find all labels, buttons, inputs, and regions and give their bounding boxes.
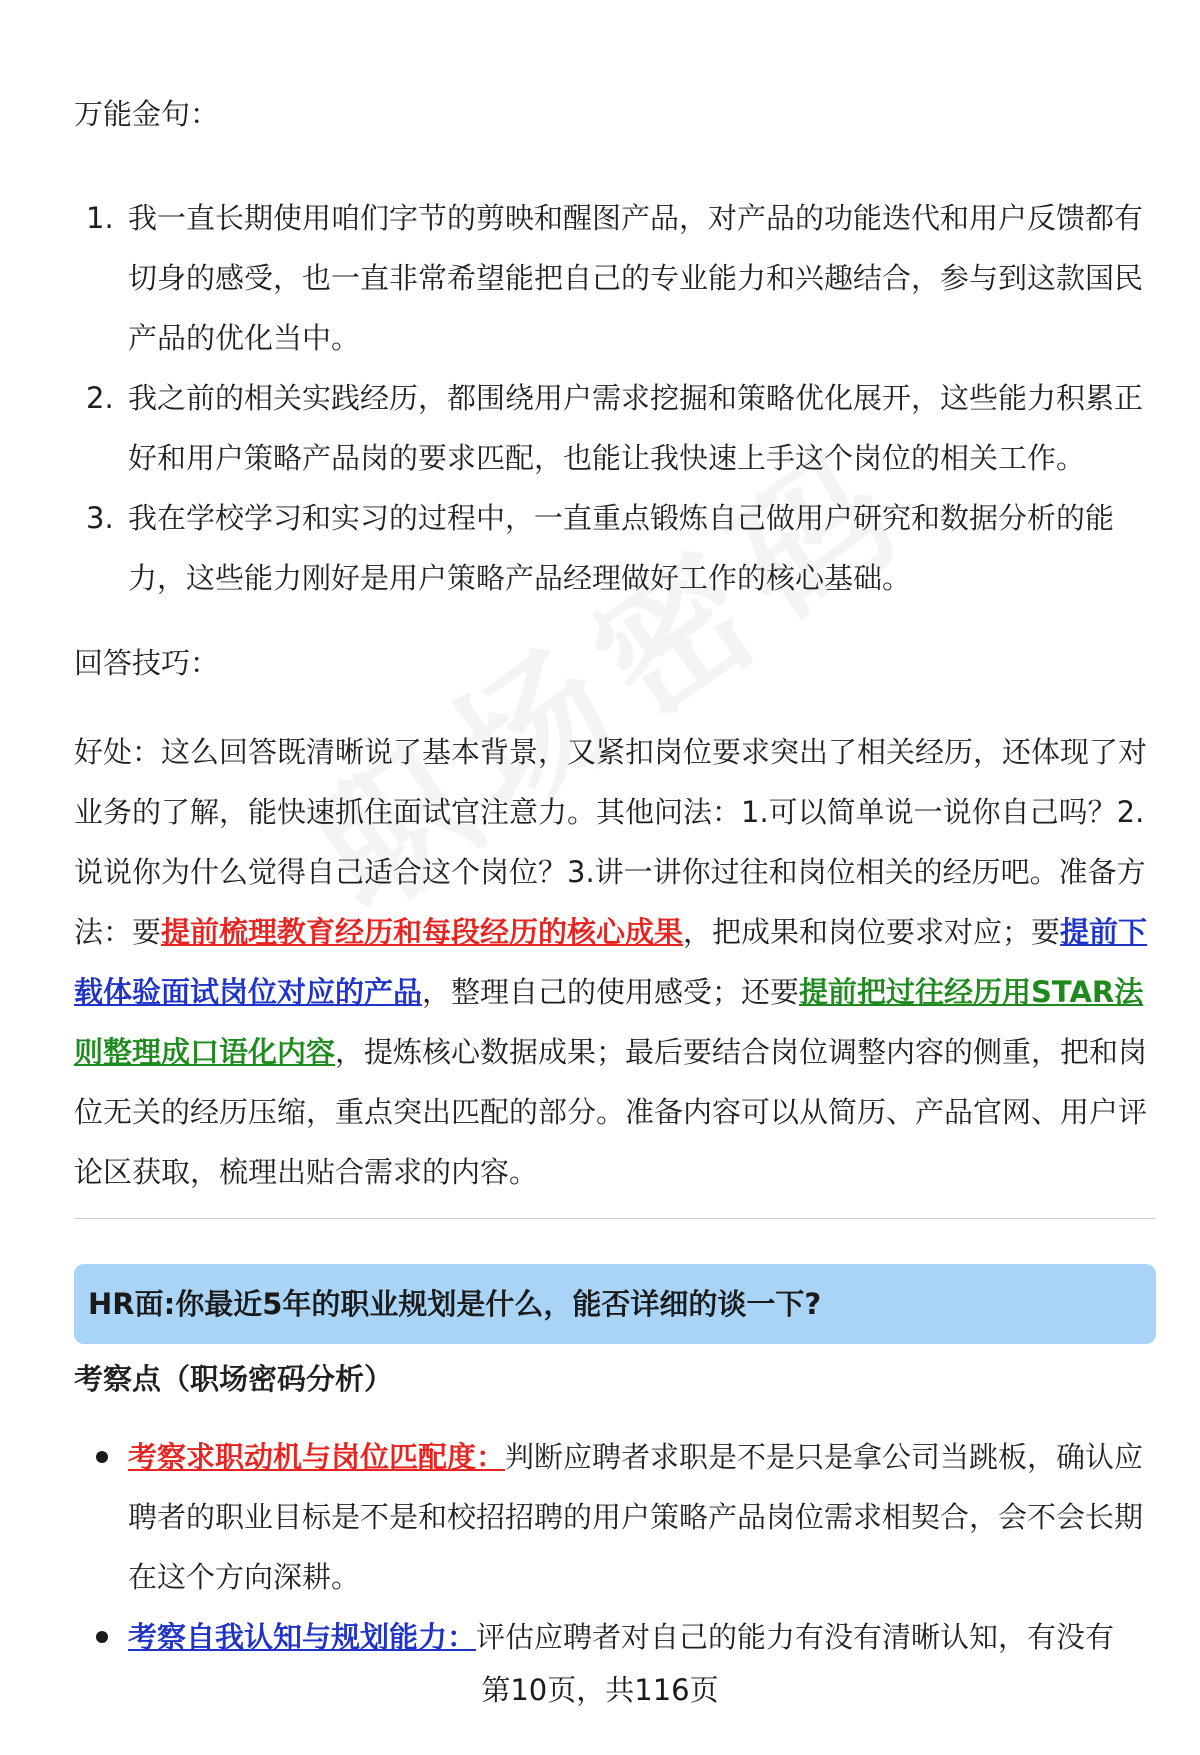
analysis-title: 考察点（职场密码分析） bbox=[74, 1362, 394, 1396]
list-item bbox=[74, 488, 1154, 608]
list-item-text: 我在学校学习和实习的过程中，一直重点锻炼自己做用户研究和数据分析的能力，这些能力刚好是用户策略产品经理做好工作的核心基础。 bbox=[128, 501, 1115, 595]
tips-text: ，把成果和岗位要求对应；要 bbox=[683, 915, 1061, 949]
question-title: HR面:你最近5年的职业规划是什么，能否详细的谈一下? bbox=[88, 1287, 822, 1321]
list-number: 2. bbox=[86, 381, 114, 415]
list-item bbox=[74, 1427, 1156, 1607]
highlight-red: 提前梳理教育经历和每段经历的核心成果 bbox=[161, 915, 684, 949]
list-number: 1. bbox=[86, 201, 114, 235]
list-item bbox=[74, 1607, 1156, 1667]
analysis-points-list bbox=[74, 1427, 1156, 1667]
point-label: 考察求职动机与岗位匹配度： bbox=[128, 1440, 506, 1474]
bullet-icon bbox=[96, 1631, 108, 1643]
list-item bbox=[74, 188, 1154, 368]
tips-text: 好处：这么回答既清晰说了基本背景，又紧扣岗位要求突出了相关经历，还体现了对业务的了解，能快速抓住面试官注意力。其他问法：1.可以简单说一说你自己吗？2.说说你为什么觉得自己适合这个岗位？3.讲一讲你过往和岗位相关的经历吧。准备方法：要 bbox=[74, 735, 1148, 949]
highlight-green: 提前把过往经历用STAR法则整理成口语化内容 bbox=[74, 975, 1144, 1069]
point-label: 考察自我认知与规划能力： bbox=[128, 1620, 477, 1654]
bullet-icon bbox=[96, 1451, 108, 1463]
point-text: 判断应聘者求职是不是只是拿公司当跳板，确认应聘者的职业目标是不是和校招招聘的用户策略产品岗位需求相契合，会不会长期在这个方向深耕。 bbox=[128, 1440, 1144, 1594]
section-divider bbox=[74, 1218, 1156, 1219]
tips-text: ，整理自己的使用感受；还要 bbox=[422, 975, 800, 1009]
answer-tips-paragraph bbox=[74, 722, 1154, 1202]
page-footer: 第10页，共116页 bbox=[481, 1673, 719, 1707]
question-box bbox=[74, 1264, 1156, 1344]
tips-text: ，提炼核心数据成果；最后要结合岗位调整内容的侧重，把和岗位无关的经历压缩，重点突出匹配的部分。准备内容可以从简历、产品官网、用户评论区获取，梳理出贴合需求的内容。 bbox=[74, 1035, 1148, 1189]
answer-tips-title: 回答技巧： bbox=[74, 646, 220, 680]
list-item-text: 我之前的相关实践经历，都围绕用户需求挖掘和策略优化展开，这些能力积累正好和用户策略产品岗的要求匹配，也能让我快速上手这个岗位的相关工作。 bbox=[128, 381, 1144, 475]
golden-sentences-title: 万能金句： bbox=[74, 97, 220, 131]
list-number: 3. bbox=[86, 501, 114, 535]
golden-sentences-list bbox=[74, 188, 1154, 608]
point-text: 评估应聘者对自己的能力有没有清晰认知，有没有 bbox=[476, 1620, 1115, 1654]
list-item-text: 我一直长期使用咱们字节的剪映和醒图产品，对产品的功能迭代和用户反馈都有切身的感受，也一直非常希望能把自己的专业能力和兴趣结合，参与到这款国民产品的优化当中。 bbox=[128, 201, 1144, 355]
list-item bbox=[74, 368, 1154, 488]
highlight-blue: 提前下载体验面试岗位对应的产品 bbox=[74, 915, 1148, 1009]
